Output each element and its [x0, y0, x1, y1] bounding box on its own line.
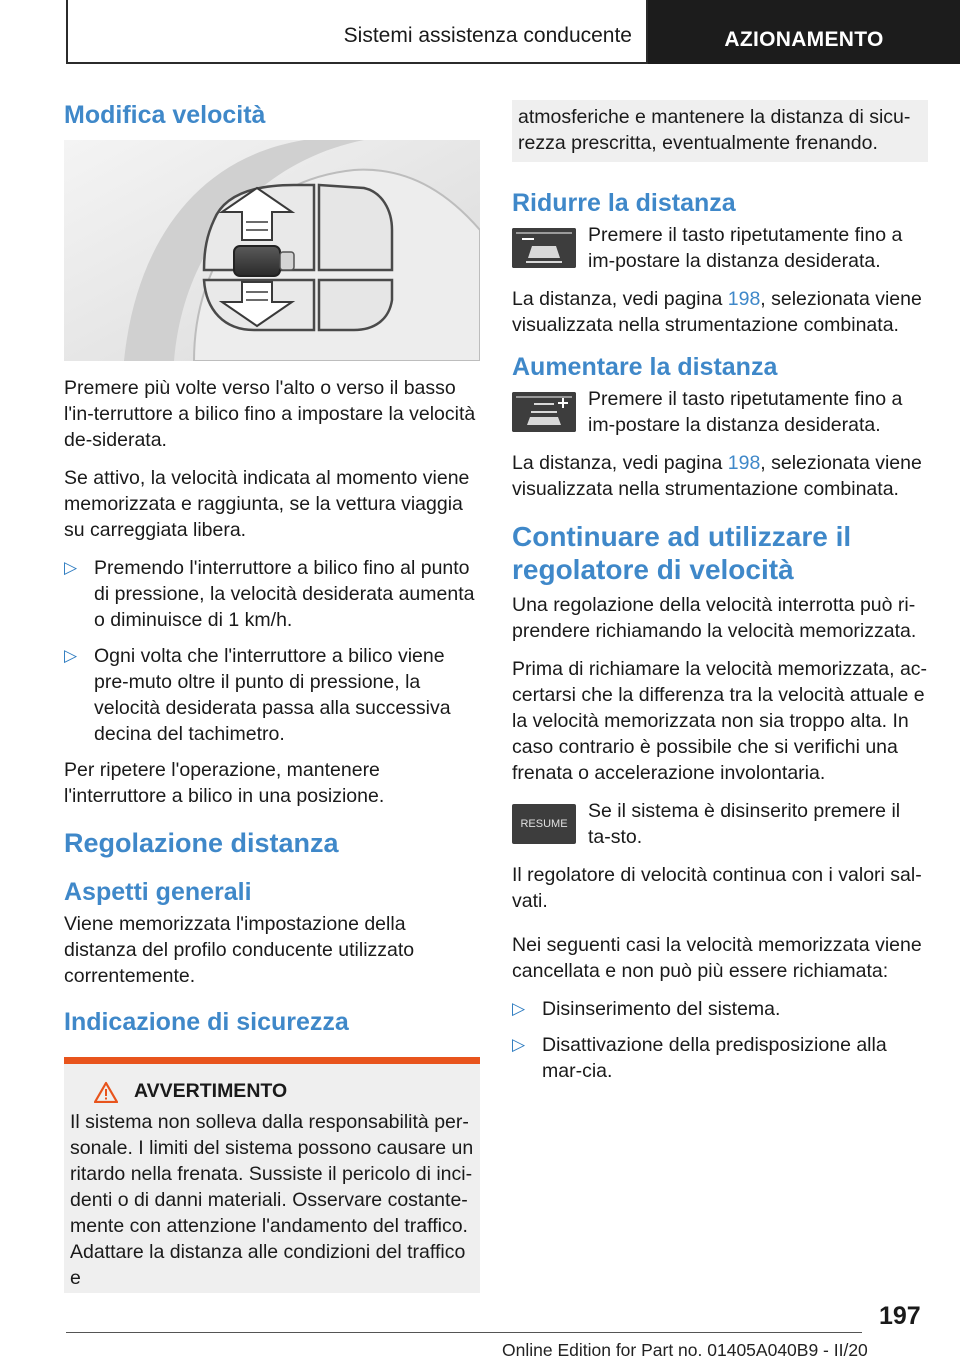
- paragraph-speed-memorized: Se attivo, la velocità indicata al momento viene memorizzata e raggiunta, se la vettura viaggia su carreggiata libera.: [64, 467, 470, 541]
- heading-safety-note: Indicazione di sicurezza: [64, 1008, 349, 1036]
- paragraph-resume-warning: Prima di richiamare la velocità memorizzata, ac-certarsi che la differenza tra la velocità attuale e la velocità memorizzata non sia troppo alta. In caso contrario è possibile che si verifichi una frenata o accelerazione involontaria.: [512, 658, 928, 784]
- increase-distance-instruction: Premere il tasto ripetutamente fino a im-postare la distanza desiderata.: [512, 386, 928, 438]
- warning-box-continued: atmosferiche e mantenere la distanza di sicu-rezza prescritta, eventualmente frenando.: [512, 100, 928, 162]
- paragraph-reduce-reference: La distanza, vedi pagina 198, selezionata viene visualizzata nella strumentazione combinata.: [512, 288, 922, 336]
- reduce-distance-button-icon: [512, 228, 576, 268]
- page-reference-link[interactable]: 198: [727, 452, 761, 474]
- footer-edition: Online Edition for Part no. 01405A040B9 - II/20: [502, 1340, 868, 1360]
- warning-box: [64, 1057, 480, 1293]
- list-item: ▷ Premendo l'interruttore a bilico fino al punto di pressione, la velocità desiderata aumenta o diminuisce di 1 km/h.: [64, 557, 475, 631]
- warning-bar: [64, 1057, 480, 1064]
- paragraph-resume-interrupted: Una regolazione della velocità interrotta può ri-prendere richiamando la velocità memorizzata.: [512, 594, 917, 642]
- paragraph-saved-values: Il regolatore di velocità continua con i valori sal-vati.: [512, 864, 922, 912]
- page-reference-link[interactable]: 198: [727, 288, 761, 310]
- resume-button-icon: RESUME: [512, 804, 576, 844]
- paragraph-increase-reference: La distanza, vedi pagina 198, selezionata viene visualizzata nella strumentazione combinata.: [512, 452, 922, 500]
- resume-instruction: RESUME Se il sistema è disinserito premere il ta-sto.: [512, 798, 928, 850]
- heading-speed-change: Modifica velocità: [64, 101, 266, 129]
- page-number: 197: [879, 1302, 921, 1330]
- reduce-distance-instruction: Premere il tasto ripetutamente fino a im-postare la distanza desiderata.: [512, 222, 928, 274]
- right-column: [512, 100, 928, 1094]
- increase-distance-button-icon: [512, 392, 576, 432]
- left-column: [64, 100, 480, 1293]
- paragraph-distance-profile: Viene memorizzata l'impostazione della distanza del profilo conducente utilizzato correntemente.: [64, 913, 415, 987]
- list-item: ▷ Disinserimento del sistema.: [512, 998, 781, 1020]
- footer-divider: [66, 1332, 862, 1333]
- paragraph-repeat-operation: Per ripetere l'operazione, mantenere l'interruttore a bilico in una posizione.: [64, 759, 385, 807]
- heading-general-aspects: Aspetti generali: [64, 878, 252, 906]
- warning-title: AVVERTIMENTO: [94, 1080, 474, 1103]
- paragraph-erase-cases: Nei seguenti casi la velocità memorizzata viene cancellata e non può più essere richiamata:: [512, 934, 922, 982]
- erase-cases-list: [512, 996, 928, 1084]
- header-section-title: Sistemi assistenza conducente: [66, 0, 648, 64]
- header-chapter-tab: AZIONAMENTO: [648, 0, 960, 64]
- heading-increase-distance: Aumentare la distanza: [512, 353, 778, 381]
- list-item: ▷ Disattivazione della predisposizione alla mar-cia.: [512, 1034, 887, 1082]
- list-item: ▷ Ogni volta che l'interruttore a bilico viene pre-muto oltre il punto di pressione, la velocità desiderata passa alla successiva decina del tachimetro.: [64, 645, 451, 745]
- warning-triangle-icon: [94, 1081, 118, 1103]
- triangle-bullet-icon: ▷: [64, 646, 78, 665]
- triangle-bullet-icon: ▷: [64, 558, 78, 577]
- paragraph-speed-instruction: Premere più volte verso l'alto o verso il basso l'in-terruttore a bilico fino a impostare la velocità de-siderata.: [64, 377, 476, 451]
- heading-distance-control: Regolazione distanza: [64, 828, 339, 858]
- heading-reduce-distance: Ridurre la distanza: [512, 189, 736, 217]
- warning-text: Il sistema non solleva dalla responsabilità per-sonale. I limiti del sistema possono causare un ritardo nella frenata. Sussiste il pericolo di inci-denti o di danni materiali. Osservare costante-mente con attenzione l'andamento del traffico. Adattare la distanza alle condizioni del traffico e: [70, 1111, 474, 1289]
- speed-bullet-list: [64, 555, 480, 747]
- triangle-bullet-icon: ▷: [512, 999, 526, 1018]
- steering-wheel-switch-photo: [64, 140, 480, 361]
- triangle-bullet-icon: ▷: [512, 1035, 526, 1054]
- heading-continue-cruise-control: Continuare ad utilizzare il regolatore di velocità: [512, 521, 852, 585]
